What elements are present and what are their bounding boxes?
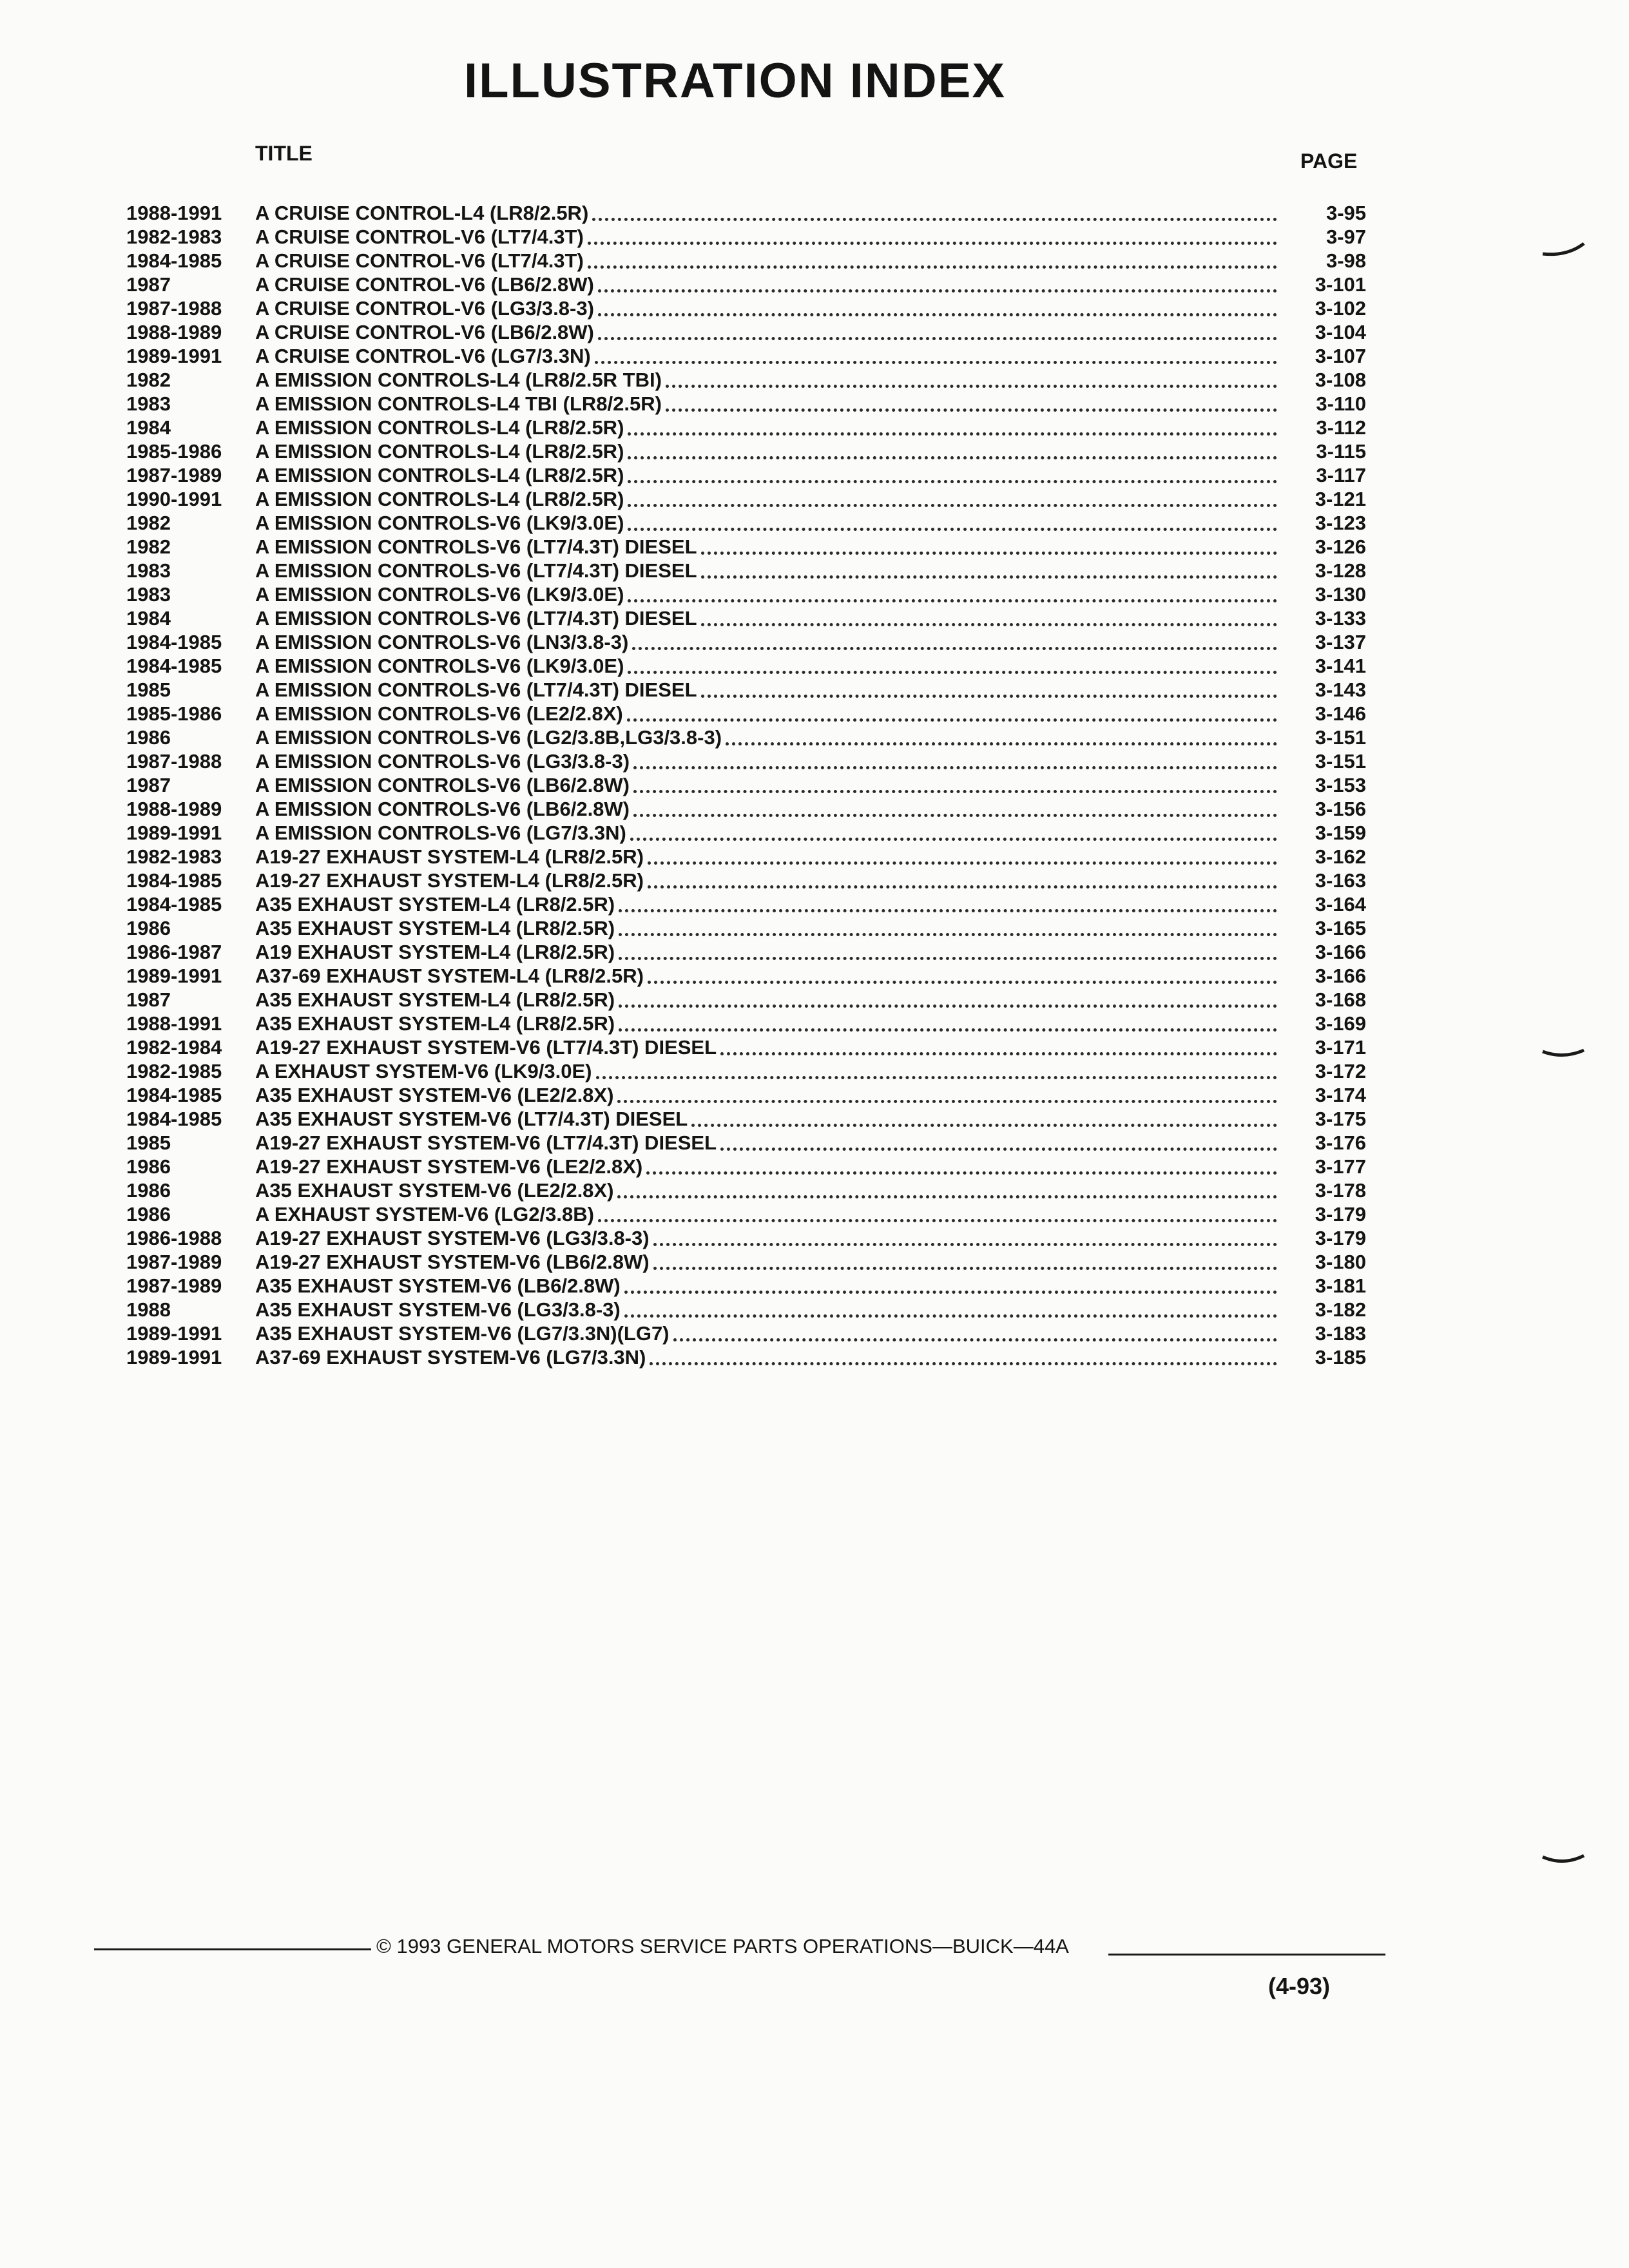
entry-years: 1987-1989 [126,464,222,486]
entry-page: 3-123 [1315,512,1366,534]
entry-years: 1987 [126,774,171,796]
entry-page: 3-126 [1315,535,1366,558]
entry-years: 1984-1985 [126,655,222,677]
index-entry [126,487,1366,511]
entry-years: 1989-1991 [126,345,222,367]
entry-page: 3-143 [1315,678,1366,701]
page-title: ILLUSTRATION INDEX [464,53,1007,108]
entry-page: 3-115 [1316,440,1366,463]
entry-page: 3-162 [1315,845,1366,868]
entry-title: A CRUISE CONTROL-V6 (LG3/3.8-3) [255,297,594,320]
entry-page: 3-133 [1315,607,1366,629]
entry-years: 1989-1991 [126,822,222,844]
entry-title: A CRUISE CONTROL-V6 (LB6/2.8W) [255,321,594,343]
entry-title: A35 EXHAUST SYSTEM-V6 (LE2/2.8X) [255,1179,614,1202]
index-entry [126,582,1366,606]
dot-leader [630,838,1277,841]
dot-leader [624,1314,1277,1318]
index-entry [126,678,1366,702]
entry-page: 3-130 [1315,583,1366,606]
entry-page: 3-102 [1315,297,1366,320]
index-entry [126,1035,1366,1059]
entry-title: A EXHAUST SYSTEM-V6 (LG2/3.8B) [255,1203,594,1225]
entry-years: 1983 [126,392,171,415]
entry-years: 1982 [126,535,171,558]
entry-years: 1986 [126,726,171,749]
entry-title: A EMISSION CONTROLS-V6 (LT7/4.3T) DIESEL [255,607,697,629]
entry-title: A19-27 EXHAUST SYSTEM-V6 (LE2/2.8X) [255,1155,643,1178]
entry-page: 3-101 [1315,273,1366,296]
entry-years: 1982 [126,369,171,391]
dot-leader [691,1124,1277,1127]
dot-leader [701,575,1277,579]
index-entry [126,344,1366,368]
entry-page: 3-163 [1315,869,1366,892]
dot-leader [648,981,1277,984]
entry-years: 1989-1991 [126,965,222,987]
entry-page: 3-166 [1315,965,1366,987]
index-entry [126,559,1366,582]
entry-title: A35 EXHAUST SYSTEM-L4 (LR8/2.5R) [255,1012,615,1035]
index-entry [126,1226,1366,1250]
entry-title: A EMISSION CONTROLS-V6 (LG3/3.8-3) [255,750,630,773]
index-entry [126,1321,1366,1345]
dot-leader [627,718,1277,722]
entry-title: A EMISSION CONTROLS-L4 (LR8/2.5R) [255,464,624,486]
entry-years: 1986 [126,1203,171,1225]
index-entry [126,273,1366,296]
dot-leader [628,480,1277,483]
index-entry [126,654,1366,678]
entry-title: A35 EXHAUST SYSTEM-V6 (LE2/2.8X) [255,1084,614,1106]
entry-years: 1985-1986 [126,440,222,463]
dot-leader [628,528,1277,531]
entry-years: 1988-1989 [126,321,222,343]
dot-leader [653,1243,1277,1246]
footer-rule-right [1108,1954,1385,1956]
entry-title: A35 EXHAUST SYSTEM-V6 (LG7/3.3N)(LG7) [255,1322,670,1345]
index-entry [126,1155,1366,1178]
dot-leader [646,1171,1277,1175]
entry-years: 1986 [126,917,171,939]
dot-leader [598,1219,1277,1222]
index-entry [126,940,1366,964]
dot-leader [624,1291,1277,1294]
index-entry [126,749,1366,773]
index-entry [126,988,1366,1012]
entry-title: A35 EXHAUST SYSTEM-L4 (LR8/2.5R) [255,893,615,916]
entry-title: A EMISSION CONTROLS-L4 (LR8/2.5R) [255,488,624,510]
entry-page: 3-166 [1315,941,1366,963]
entry-page: 3-117 [1316,464,1366,486]
entry-title: A19 EXHAUST SYSTEM-L4 (LR8/2.5R) [255,941,615,963]
entry-title: A EMISSION CONTROLS-L4 TBI (LR8/2.5R) [255,392,662,415]
binding-mark-icon [1541,1045,1586,1064]
entry-page: 3-178 [1315,1179,1366,1202]
entry-years: 1987 [126,988,171,1011]
index-entry [126,606,1366,630]
entry-page: 3-172 [1315,1060,1366,1082]
entry-title: A EMISSION CONTROLS-V6 (LT7/4.3T) DIESEL [255,559,697,582]
entry-years: 1982-1983 [126,226,222,248]
dot-leader [598,289,1277,293]
entry-years: 1989-1991 [126,1322,222,1345]
entry-page: 3-164 [1315,893,1366,916]
entry-page: 3-128 [1315,559,1366,582]
entry-title: A35 EXHAUST SYSTEM-V6 (LG3/3.8-3) [255,1298,621,1321]
footer-code: (4-93) [1268,1973,1331,1999]
entry-page: 3-181 [1315,1274,1366,1297]
dot-leader [619,1004,1277,1008]
entry-page: 3-137 [1315,631,1366,653]
entry-page: 3-183 [1315,1322,1366,1345]
entry-years: 1986 [126,1155,171,1178]
index-list [126,201,1366,1369]
dot-leader [632,647,1277,650]
entry-title: A CRUISE CONTROL-L4 (LR8/2.5R) [255,202,589,224]
index-entry [126,296,1366,320]
entry-title: A EMISSION CONTROLS-V6 (LK9/3.0E) [255,512,624,534]
index-entry [126,201,1366,225]
entry-years: 1986-1987 [126,941,222,963]
dot-leader [628,671,1277,674]
dot-leader [666,385,1277,388]
entry-years: 1987 [126,273,171,296]
index-entry [126,1059,1366,1083]
dot-leader [619,1028,1277,1032]
entry-page: 3-175 [1315,1108,1366,1130]
binding-mark-icon [1541,1850,1586,1870]
index-entry [126,845,1366,869]
index-entry [126,892,1366,916]
index-entry [126,1012,1366,1035]
entry-years: 1984-1985 [126,893,222,916]
index-entry [126,964,1366,988]
entry-page: 3-108 [1315,369,1366,391]
entry-page: 3-169 [1315,1012,1366,1035]
dot-leader [592,218,1277,221]
entry-page: 3-121 [1315,488,1366,510]
index-entry [126,392,1366,416]
index-entry [126,249,1366,273]
dot-leader [628,432,1277,436]
dot-leader [653,1267,1277,1270]
dot-leader [628,456,1277,459]
entry-years: 1990-1991 [126,488,222,510]
index-entry [126,225,1366,249]
entry-years: 1988 [126,1298,171,1321]
entry-page: 3-159 [1315,822,1366,844]
entry-title: A EMISSION CONTROLS-V6 (LE2/2.8X) [255,702,623,725]
binding-mark-icon [1541,240,1586,259]
dot-leader [588,265,1277,269]
index-entry [126,821,1366,845]
entry-years: 1985 [126,1131,171,1154]
dot-leader [701,552,1277,555]
entry-title: A EMISSION CONTROLS-V6 (LT7/4.3T) DIESEL [255,678,697,701]
entry-page: 3-174 [1315,1084,1366,1106]
entry-years: 1983 [126,583,171,606]
index-entry [126,1107,1366,1131]
dot-leader [633,790,1277,793]
index-entry [126,916,1366,940]
entry-years: 1987-1989 [126,1274,222,1297]
index-entry [126,869,1366,892]
footer-rule-left [94,1948,371,1950]
entry-title: A EMISSION CONTROLS-L4 (LR8/2.5R) [255,440,624,463]
index-entry [126,630,1366,654]
entry-title: A EMISSION CONTROLS-V6 (LK9/3.0E) [255,655,624,677]
entry-page: 3-180 [1315,1251,1366,1273]
entry-title: A19-27 EXHAUST SYSTEM-V6 (LG3/3.8-3) [255,1227,650,1249]
entry-title: A EMISSION CONTROLS-V6 (LK9/3.0E) [255,583,624,606]
entry-page: 3-95 [1325,202,1366,224]
entry-title: A19-27 EXHAUST SYSTEM-V6 (LT7/4.3T) DIESEL [255,1131,717,1154]
entry-title: A35 EXHAUST SYSTEM-L4 (LR8/2.5R) [255,917,615,939]
dot-leader [588,242,1277,245]
entry-title: A EXHAUST SYSTEM-V6 (LK9/3.0E) [255,1060,592,1082]
dot-leader [673,1338,1277,1341]
entry-title: A CRUISE CONTROL-V6 (LT7/4.3T) [255,249,584,272]
entry-title: A CRUISE CONTROL-V6 (LB6/2.8W) [255,273,594,296]
entry-years: 1987-1988 [126,750,222,773]
entry-title: A EMISSION CONTROLS-V6 (LG2/3.8B,LG3/3.8-3) [255,726,722,749]
entry-title: A35 EXHAUST SYSTEM-L4 (LR8/2.5R) [255,988,615,1011]
entry-years: 1986 [126,1179,171,1202]
dot-leader [619,957,1277,960]
entry-page: 3-185 [1315,1346,1366,1369]
entry-page: 3-153 [1315,774,1366,796]
entry-title: A EMISSION CONTROLS-L4 (LR8/2.5R TBI) [255,369,662,391]
entry-title: A CRUISE CONTROL-V6 (LG7/3.3N) [255,345,591,367]
dot-leader [633,814,1277,817]
entry-title: A EMISSION CONTROLS-V6 (LG7/3.3N) [255,822,626,844]
index-entry [126,797,1366,821]
dot-leader [701,695,1277,698]
entry-page: 3-98 [1325,249,1366,272]
entry-page: 3-179 [1315,1227,1366,1249]
entry-title: A19-27 EXHAUST SYSTEM-L4 (LR8/2.5R) [255,869,644,892]
dot-leader [596,1076,1277,1079]
entry-title: A35 EXHAUST SYSTEM-V6 (LT7/4.3T) DIESEL [255,1108,688,1130]
entry-page: 3-104 [1315,321,1366,343]
entry-title: A EMISSION CONTROLS-V6 (LT7/4.3T) DIESEL [255,535,697,558]
entry-years: 1987-1989 [126,1251,222,1273]
entry-years: 1982 [126,512,171,534]
entry-years: 1982-1983 [126,845,222,868]
entry-page: 3-156 [1315,798,1366,820]
entry-page: 3-168 [1315,988,1366,1011]
entry-years: 1982-1984 [126,1036,222,1059]
index-entry [126,439,1366,463]
dot-leader [648,885,1277,889]
entry-title: A37-69 EXHAUST SYSTEM-V6 (LG7/3.3N) [255,1346,646,1369]
footer-copyright: © 1993 GENERAL MOTORS SERVICE PARTS OPERATIONS—BUICK—44A [376,1935,1069,1957]
entry-title: A EMISSION CONTROLS-V6 (LB6/2.8W) [255,798,630,820]
entry-page: 3-97 [1325,226,1366,248]
dot-leader [619,933,1277,936]
entry-page: 3-176 [1315,1131,1366,1154]
entry-years: 1988-1989 [126,798,222,820]
index-entry [126,320,1366,344]
index-entry [126,1083,1366,1107]
entry-title: A19-27 EXHAUST SYSTEM-V6 (LB6/2.8W) [255,1251,650,1273]
entry-years: 1983 [126,559,171,582]
entry-page: 3-141 [1315,655,1366,677]
entry-page: 3-146 [1315,702,1366,725]
column-header-title: TITLE [255,142,313,165]
index-entry [126,773,1366,797]
dot-leader [650,1362,1277,1365]
entry-page: 3-151 [1315,750,1366,773]
entry-page: 3-171 [1315,1036,1366,1059]
entry-years: 1982-1985 [126,1060,222,1082]
entry-years: 1986-1988 [126,1227,222,1249]
index-entry [126,726,1366,749]
dot-leader [598,313,1277,316]
index-entry [126,702,1366,726]
entry-title: A37-69 EXHAUST SYSTEM-L4 (LR8/2.5R) [255,965,644,987]
entry-years: 1984 [126,607,171,629]
entry-title: A35 EXHAUST SYSTEM-V6 (LB6/2.8W) [255,1274,621,1297]
index-entry [126,1345,1366,1369]
index-entry [126,463,1366,487]
entry-page: 3-179 [1315,1203,1366,1225]
entry-years: 1985-1986 [126,702,222,725]
entry-page: 3-107 [1315,345,1366,367]
entry-title: A EMISSION CONTROLS-L4 (LR8/2.5R) [255,416,624,439]
index-entry [126,1131,1366,1155]
index-entry [126,1274,1366,1298]
entry-years: 1984-1985 [126,249,222,272]
entry-title: A19-27 EXHAUST SYSTEM-L4 (LR8/2.5R) [255,845,644,868]
entry-page: 3-177 [1315,1155,1366,1178]
dot-leader [598,337,1277,340]
entry-title: A EMISSION CONTROLS-V6 (LN3/3.8-3) [255,631,629,653]
entry-years: 1988-1991 [126,202,222,224]
entry-years: 1984 [126,416,171,439]
entry-years: 1984-1985 [126,631,222,653]
dot-leader [595,361,1277,364]
column-header-page: PAGE [1300,149,1358,173]
index-entry [126,535,1366,559]
index-entry [126,1202,1366,1226]
entry-page: 3-151 [1315,726,1366,749]
index-entry [126,1250,1366,1274]
entry-page: 3-112 [1316,416,1366,439]
entry-years: 1984-1985 [126,1084,222,1106]
entry-page: 3-182 [1315,1298,1366,1321]
dot-leader [648,861,1277,865]
entry-years: 1987-1988 [126,297,222,320]
entry-years: 1984-1985 [126,1108,222,1130]
dot-leader [720,1052,1277,1055]
index-entry [126,368,1366,392]
dot-leader [628,504,1277,507]
index-entry [126,1178,1366,1202]
dot-leader [701,623,1277,626]
entry-years: 1989-1991 [126,1346,222,1369]
index-entry [126,416,1366,439]
dot-leader [633,766,1277,769]
dot-leader [720,1148,1277,1151]
entry-title: A19-27 EXHAUST SYSTEM-V6 (LT7/4.3T) DIESEL [255,1036,717,1059]
entry-years: 1984-1985 [126,869,222,892]
entry-years: 1985 [126,678,171,701]
entry-title: A CRUISE CONTROL-V6 (LT7/4.3T) [255,226,584,248]
entry-page: 3-110 [1316,392,1366,415]
dot-leader [617,1195,1277,1198]
entry-page: 3-165 [1315,917,1366,939]
entry-years: 1988-1991 [126,1012,222,1035]
entry-title: A EMISSION CONTROLS-V6 (LB6/2.8W) [255,774,630,796]
index-entry [126,1298,1366,1321]
index-entry [126,511,1366,535]
dot-leader [726,742,1277,745]
dot-leader [619,909,1277,912]
dot-leader [628,599,1277,602]
dot-leader [666,408,1277,412]
dot-leader [617,1100,1277,1103]
